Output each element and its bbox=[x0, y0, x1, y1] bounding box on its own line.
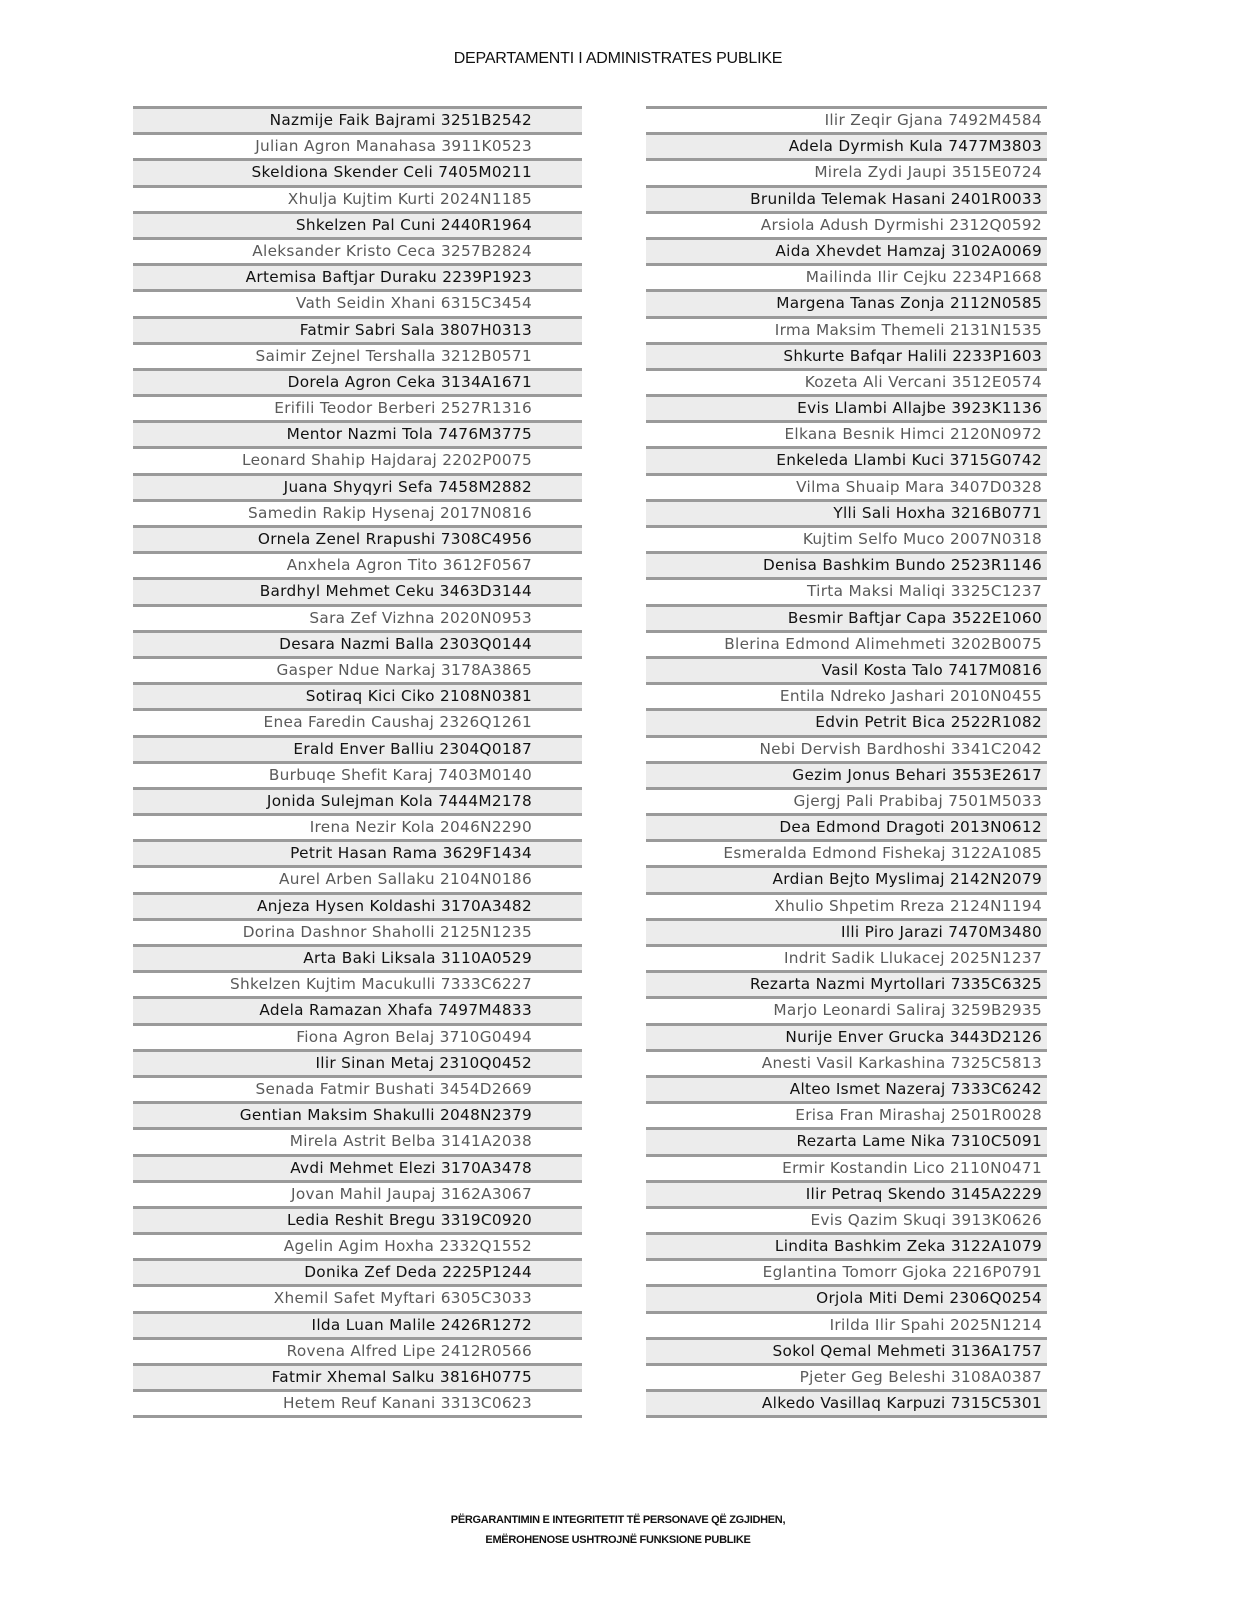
list-item: Arsiola Adush Dyrmishi 2312Q0592 bbox=[646, 211, 1047, 237]
list-item: Gjergj Pali Prabibaj 7501M5033 bbox=[646, 787, 1047, 813]
list-item: Indrit Sadik Llukacej 2025N1237 bbox=[646, 944, 1047, 970]
list-item: Fiona Agron Belaj 3710G0494 bbox=[133, 1023, 582, 1049]
list-item: Tirta Maksi Maliqi 3325C1237 bbox=[646, 577, 1047, 603]
list-item: Brunilda Telemak Hasani 2401R0033 bbox=[646, 185, 1047, 211]
list-item: Gezim Jonus Behari 3553E2617 bbox=[646, 761, 1047, 787]
list-item: Fatmir Xhemal Salku 3816H0775 bbox=[133, 1363, 582, 1389]
list-item: Xhulio Shpetim Rreza 2124N1194 bbox=[646, 892, 1047, 918]
list-item: Evis Qazim Skuqi 3913K0626 bbox=[646, 1206, 1047, 1232]
list-item: Erisa Fran Mirashaj 2501R0028 bbox=[646, 1101, 1047, 1127]
list-item: Julian Agron Manahasa 3911K0523 bbox=[133, 132, 582, 158]
list-item: Senada Fatmir Bushati 3454D2669 bbox=[133, 1075, 582, 1101]
list-item: Jovan Mahil Jaupaj 3162A3067 bbox=[133, 1180, 582, 1206]
list-item: Anesti Vasil Karkashina 7325C5813 bbox=[646, 1049, 1047, 1075]
list-item: Sara Zef Vizhna 2020N0953 bbox=[133, 604, 582, 630]
list-item: Irilda Ilir Spahi 2025N1214 bbox=[646, 1311, 1047, 1337]
list-item: Lindita Bashkim Zeka 3122A1079 bbox=[646, 1232, 1047, 1258]
list-item: Shkelzen Pal Cuni 2440R1964 bbox=[133, 211, 582, 237]
list-item: Sotiraq Kici Ciko 2108N0381 bbox=[133, 682, 582, 708]
list-item: Pjeter Geg Beleshi 3108A0387 bbox=[646, 1363, 1047, 1389]
right-name-list bbox=[646, 106, 1047, 1418]
list-item: Alteo Ismet Nazeraj 7333C6242 bbox=[646, 1075, 1047, 1101]
list-item: Ilir Zeqir Gjana 7492M4584 bbox=[646, 106, 1047, 132]
list-item: Ledia Reshit Bregu 3319C0920 bbox=[133, 1206, 582, 1232]
list-item: Anjeza Hysen Koldashi 3170A3482 bbox=[133, 892, 582, 918]
list-item: Rezarta Nazmi Myrtollari 7335C6325 bbox=[646, 970, 1047, 996]
list-item: Rovena Alfred Lipe 2412R0566 bbox=[133, 1337, 582, 1363]
list-item: Ardian Bejto Myslimaj 2142N2079 bbox=[646, 865, 1047, 891]
list-item: Kozeta Ali Vercani 3512E0574 bbox=[646, 368, 1047, 394]
list-item: Avdi Mehmet Elezi 3170A3478 bbox=[133, 1154, 582, 1180]
list-item: Desara Nazmi Balla 2303Q0144 bbox=[133, 630, 582, 656]
list-item: Jonida Sulejman Kola 7444M2178 bbox=[133, 787, 582, 813]
list-bottom-rule bbox=[133, 1415, 582, 1418]
list-item: Enkeleda Llambi Kuci 3715G0742 bbox=[646, 446, 1047, 472]
list-item: Ilir Sinan Metaj 2310Q0452 bbox=[133, 1049, 582, 1075]
list-item: Orjola Miti Demi 2306Q0254 bbox=[646, 1284, 1047, 1310]
list-item: Bardhyl Mehmet Ceku 3463D3144 bbox=[133, 577, 582, 603]
list-item: Aida Xhevdet Hamzaj 3102A0069 bbox=[646, 237, 1047, 263]
list-item: Saimir Zejnel Tershalla 3212B0571 bbox=[133, 342, 582, 368]
list-item: Illi Piro Jarazi 7470M3480 bbox=[646, 918, 1047, 944]
list-item: Edvin Petrit Bica 2522R1082 bbox=[646, 708, 1047, 734]
list-item: Mailinda Ilir Cejku 2234P1668 bbox=[646, 263, 1047, 289]
list-item: Enea Faredin Caushaj 2326Q1261 bbox=[133, 708, 582, 734]
list-item: Leonard Shahip Hajdaraj 2202P0075 bbox=[133, 446, 582, 472]
list-item: Ilda Luan Malile 2426R1272 bbox=[133, 1311, 582, 1337]
list-item: Mirela Zydi Jaupi 3515E0724 bbox=[646, 158, 1047, 184]
list-item: Fatmir Sabri Sala 3807H0313 bbox=[133, 316, 582, 342]
list-item: Irena Nezir Kola 2046N2290 bbox=[133, 813, 582, 839]
list-item: Mirela Astrit Belba 3141A2038 bbox=[133, 1127, 582, 1153]
list-item: Marjo Leonardi Saliraj 3259B2935 bbox=[646, 996, 1047, 1022]
list-item: Petrit Hasan Rama 3629F1434 bbox=[133, 839, 582, 865]
list-item: Nazmije Faik Bajrami 3251B2542 bbox=[133, 106, 582, 132]
list-item: Nebi Dervish Bardhoshi 3341C2042 bbox=[646, 735, 1047, 761]
list-item: Vath Seidin Xhani 6315C3454 bbox=[133, 289, 582, 315]
list-item: Xhulja Kujtim Kurti 2024N1185 bbox=[133, 185, 582, 211]
list-item: Esmeralda Edmond Fishekaj 3122A1085 bbox=[646, 839, 1047, 865]
list-item: Vilma Shuaip Mara 3407D0328 bbox=[646, 473, 1047, 499]
list-item: Dorela Agron Ceka 3134A1671 bbox=[133, 368, 582, 394]
list-item: Dea Edmond Dragoti 2013N0612 bbox=[646, 813, 1047, 839]
list-item: Burbuqe Shefit Karaj 7403M0140 bbox=[133, 761, 582, 787]
list-item: Hetem Reuf Kanani 3313C0623 bbox=[133, 1389, 582, 1415]
list-bottom-rule bbox=[646, 1415, 1047, 1418]
list-item: Anxhela Agron Tito 3612F0567 bbox=[133, 551, 582, 577]
list-item: Arta Baki Liksala 3110A0529 bbox=[133, 944, 582, 970]
list-item: Ornela Zenel Rrapushi 7308C4956 bbox=[133, 525, 582, 551]
footer-line-2: EMËROHENOSE USHTROJNË FUNKSIONE PUBLIKE bbox=[485, 1534, 751, 1546]
list-item: Elkana Besnik Himci 2120N0972 bbox=[646, 420, 1047, 446]
list-item: Ylli Sali Hoxha 3216B0771 bbox=[646, 499, 1047, 525]
list-item: Adela Ramazan Xhafa 7497M4833 bbox=[133, 996, 582, 1022]
list-item: Gentian Maksim Shakulli 2048N2379 bbox=[133, 1101, 582, 1127]
list-item: Agelin Agim Hoxha 2332Q1552 bbox=[133, 1232, 582, 1258]
list-item: Rezarta Lame Nika 7310C5091 bbox=[646, 1127, 1047, 1153]
list-item: Evis Llambi Allajbe 3923K1136 bbox=[646, 394, 1047, 420]
list-item: Erald Enver Balliu 2304Q0187 bbox=[133, 735, 582, 761]
list-item: Adela Dyrmish Kula 7477M3803 bbox=[646, 132, 1047, 158]
left-name-list bbox=[133, 106, 582, 1418]
list-item: Besmir Baftjar Capa 3522E1060 bbox=[646, 604, 1047, 630]
list-item: Ermir Kostandin Lico 2110N0471 bbox=[646, 1154, 1047, 1180]
list-item: Vasil Kosta Talo 7417M0816 bbox=[646, 656, 1047, 682]
list-item: Aurel Arben Sallaku 2104N0186 bbox=[133, 865, 582, 891]
list-item: Gasper Ndue Narkaj 3178A3865 bbox=[133, 656, 582, 682]
list-item: Denisa Bashkim Bundo 2523R1146 bbox=[646, 551, 1047, 577]
list-item: Sokol Qemal Mehmeti 3136A1757 bbox=[646, 1337, 1047, 1363]
list-item: Artemisa Baftjar Duraku 2239P1923 bbox=[133, 263, 582, 289]
list-item: Aleksander Kristo Ceca 3257B2824 bbox=[133, 237, 582, 263]
list-item: Nurije Enver Grucka 3443D2126 bbox=[646, 1023, 1047, 1049]
list-item: Erifili Teodor Berberi 2527R1316 bbox=[133, 394, 582, 420]
list-item: Mentor Nazmi Tola 7476M3775 bbox=[133, 420, 582, 446]
list-item: Entila Ndreko Jashari 2010N0455 bbox=[646, 682, 1047, 708]
list-item: Shkurte Bafqar Halili 2233P1603 bbox=[646, 342, 1047, 368]
page-title: DEPARTAMENTI I ADMINISTRATES PUBLIKE bbox=[453, 50, 783, 67]
list-item: Kujtim Selfo Muco 2007N0318 bbox=[646, 525, 1047, 551]
list-item: Xhemil Safet Myftari 6305C3033 bbox=[133, 1284, 582, 1310]
list-item: Ilir Petraq Skendo 3145A2229 bbox=[646, 1180, 1047, 1206]
list-item: Donika Zef Deda 2225P1244 bbox=[133, 1258, 582, 1284]
list-item: Skeldiona Skender Celi 7405M0211 bbox=[133, 158, 582, 184]
list-item: Alkedo Vasillaq Karpuzi 7315C5301 bbox=[646, 1389, 1047, 1415]
list-item: Blerina Edmond Alimehmeti 3202B0075 bbox=[646, 630, 1047, 656]
list-item: Eglantina Tomorr Gjoka 2216P0791 bbox=[646, 1258, 1047, 1284]
list-item: Shkelzen Kujtim Macukulli 7333C6227 bbox=[133, 970, 582, 996]
list-item: Margena Tanas Zonja 2112N0585 bbox=[646, 289, 1047, 315]
list-item: Juana Shyqyri Sefa 7458M2882 bbox=[133, 473, 582, 499]
list-item: Samedin Rakip Hysenaj 2017N0816 bbox=[133, 499, 582, 525]
list-item: Irma Maksim Themeli 2131N1535 bbox=[646, 316, 1047, 342]
footer-line-1: PËRGARANTIMIN E INTEGRITETIT TË PERSONAVE QË ZGJIDHEN, bbox=[450, 1514, 786, 1526]
list-item: Dorina Dashnor Shaholli 2125N1235 bbox=[133, 918, 582, 944]
